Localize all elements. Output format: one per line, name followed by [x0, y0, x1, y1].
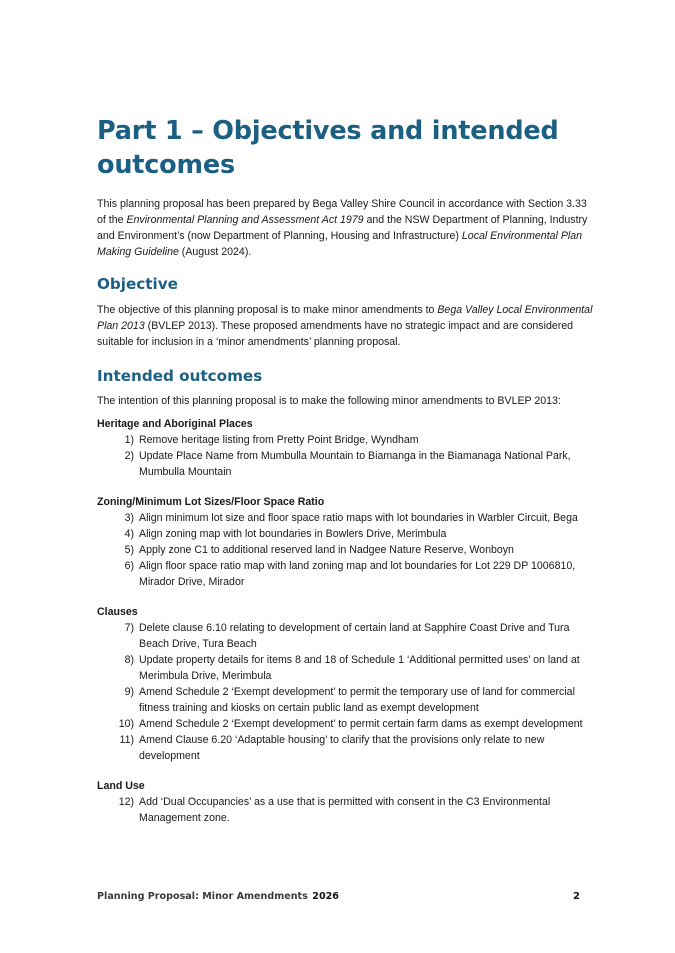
- group-title: Zoning/Minimum Lot Sizes/Floor Space Ratio: [97, 496, 325, 508]
- outcomes-intro: The intention of this planning proposal is to make the following minor amendments to BVLEP 2013:: [97, 395, 561, 407]
- list-item: 9) Amend Schedule 2 ‘Exempt development’ to permit the temporary use of land for commercial fitness training and kiosks on certain public land as exempt development: [124, 686, 575, 714]
- act-title: Environmental Planning and Assessment Act 1979: [126, 214, 364, 226]
- guideline-title: Local Environmental Plan Making Guideline: [97, 230, 583, 258]
- list-item: 12) Add ‘Dual Occupancies’ as a use that is permitted with consent in the C3 Environmental Management zone.: [118, 796, 551, 824]
- group-title: Land Use: [97, 780, 145, 792]
- list-item: 11) Amend Clause 6.20 ‘Adaptable housing’ to clarify that the provisions only relate to new development: [119, 734, 545, 762]
- amendment-group-land-use: [97, 778, 597, 826]
- amendment-group-clauses: [97, 604, 597, 764]
- amendment-list: [97, 510, 597, 590]
- amendment-group-heritage: [97, 416, 597, 480]
- amendment-list: [97, 620, 597, 764]
- amendment-group-zoning: [97, 494, 597, 590]
- amendment-list: [97, 794, 597, 826]
- plan-title: Bega Valley Local Environmental Plan 2013: [97, 304, 593, 332]
- objective-heading: Objective: [97, 275, 178, 293]
- list-item: 10) Amend Schedule 2 ‘Exempt development’ to permit certain farm dams as exempt development: [118, 718, 583, 730]
- list-item: 8) Update property details for items 8 and 18 of Schedule 1 ‘Additional permitted uses’ on land at Merimbula Drive, Merimbula: [124, 654, 580, 682]
- list-item: 7) Delete clause 6.10 relating to development of certain land at Sapphire Coast Drive and Tura Beach Drive, Tura Beach: [124, 622, 570, 650]
- objective-paragraph: The objective of this planning proposal is to make minor amendments to Bega Valley Local Environmental Plan 2013 (BVLEP 2013). These proposed amendments have no strategic impact and are considered suitable for inclusion in a ‘minor amendments’ planning proposal.: [97, 304, 593, 348]
- amendment-list: [97, 432, 597, 480]
- page-footer: [97, 886, 580, 904]
- footer-label: Planning Proposal: Minor Amendments: [97, 891, 308, 902]
- list-item: 2) Update Place Name from Mumbulla Mountain to Biamanga in the Biamanaga National Park, Mumbulla Mountain: [124, 450, 571, 478]
- list-item: 3) Align minimum lot size and floor space ratio maps with lot boundaries in Warbler Circuit, Bega: [124, 512, 578, 524]
- footer-title: [97, 886, 339, 904]
- page-number: 2: [573, 891, 580, 902]
- list-item: 5) Apply zone C1 to additional reserved land in Nadgee Nature Reserve, Wonboyn: [124, 544, 514, 556]
- document-page: [97, 114, 597, 826]
- group-title: Heritage and Aboriginal Places: [97, 418, 253, 430]
- intro-paragraph: This planning proposal has been prepared by Bega Valley Shire Council in accordance with Section 3.33 of the Environmental Planning and Assessment Act 1979 and the NSW Department of Planning, Industry and Environment’s (now Department of Planning, Housing and Infrastructure) Local Environmental Plan Making Guideline (August 2024).: [97, 198, 588, 258]
- intended-outcomes-heading: Intended outcomes: [97, 367, 263, 385]
- list-item: 1) Remove heritage listing from Pretty Point Bridge, Wyndham: [124, 434, 419, 446]
- footer-year: 2026: [312, 891, 339, 902]
- group-title: Clauses: [97, 606, 138, 618]
- page-title: Part 1 – Objectives and intended outcomes: [97, 116, 559, 180]
- list-item: 6) Align floor space ratio map with land zoning map and lot boundaries for Lot 229 DP 1006810, Mirador Drive, Mirador: [124, 560, 576, 588]
- list-item: 4) Align zoning map with lot boundaries in Bowlers Drive, Merimbula: [124, 528, 447, 540]
